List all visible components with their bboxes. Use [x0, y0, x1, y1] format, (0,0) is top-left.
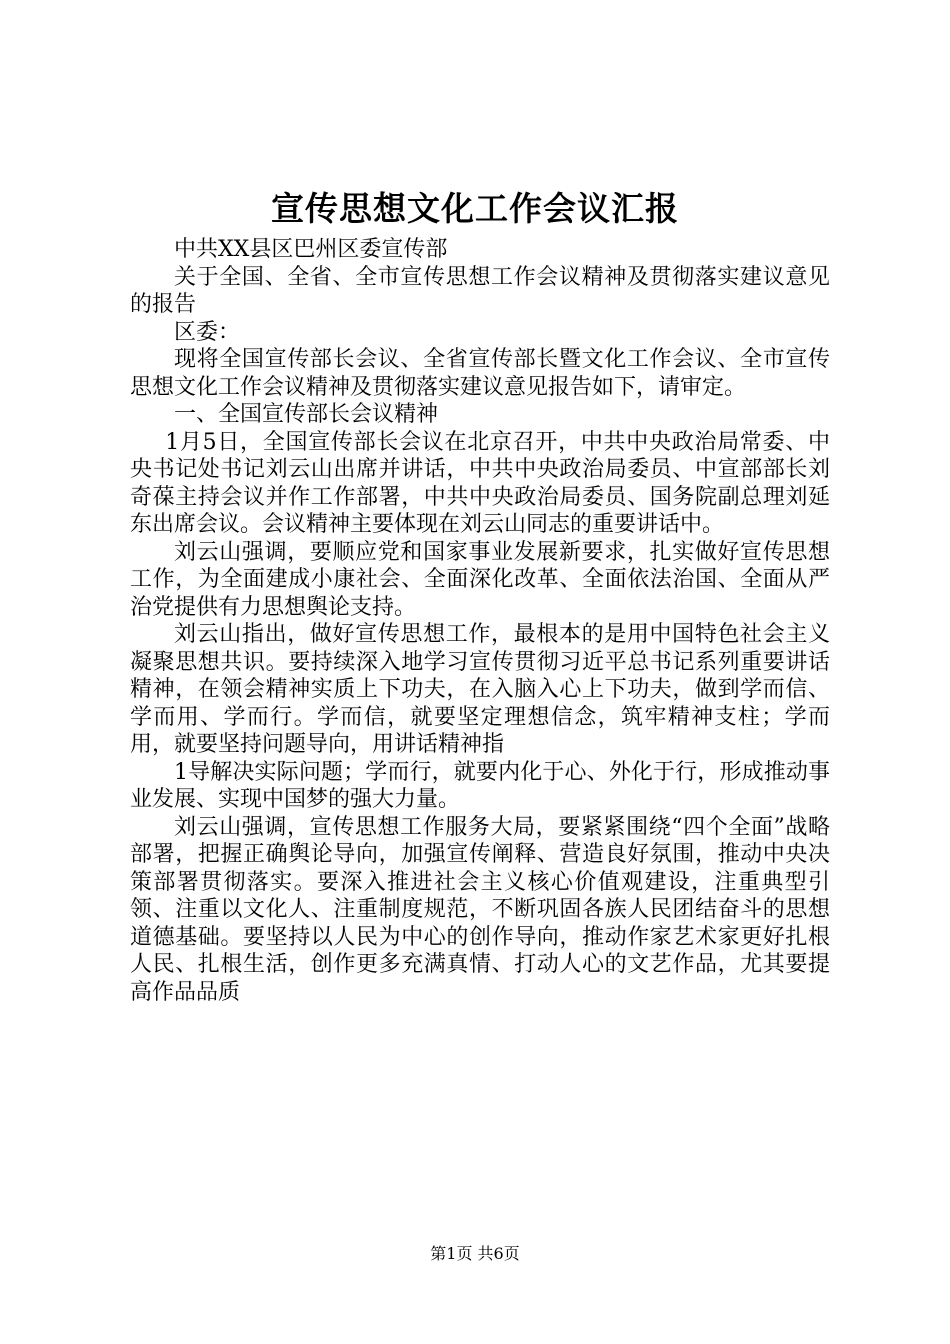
paragraph-meeting-summary: 1月5日，全国宣传部长会议在北京召开，中共中央政治局常委、中央书记处书记刘云山出席并讲话，中共中央政治局委员、中宣部部长刘奇葆主持会议并作工作部署，中共中央政治局委员、国务院副总理刘延东出席会议。会议精神主要体现在刘云山同志的重要讲话中。	[130, 429, 830, 537]
section-heading-1: 一、全国宣传部长会议精神	[174, 402, 439, 427]
paragraph-emphasis-4: 刘云山强调，宣传思想工作服务大局，要紧紧围绕“四个全面”战略部署，把握正确舆论导向，加强宣传阐释、营造良好氛围，推动中央决策部署贯彻落实。要深入推进社会主义核心价值观建设，注重典型引领、注重以文化人、注重制度规范，不断巩固各族人民团结奋斗的思想道德基础。要坚持以人民为中心的创作导向，推动作家艺术家更好扎根人民、扎根生活，创作更多充满真情、打动人心的文艺作品，尤其要提高作品品质	[130, 814, 830, 1005]
paragraph-report-subject: 关于全国、全省、全市宣传思想工作会议精神及贯彻落实建议意见的报告	[130, 264, 830, 317]
paragraph-emphasis-3: 1导解决实际问题；学而行，就要内化于心、外化于行，形成推动事业发展、实现中国梦的强大力量。	[130, 759, 830, 812]
paragraph-emphasis-1: 刘云山强调，要顺应党和国家事业发展新要求，扎实做好宣传思想工作，为全面建成小康社会、全面深化改革、全面依法治国、全面从严治党提供有力思想舆论支持。	[130, 539, 830, 620]
document-title: 宣传思想文化工作会议汇报	[271, 189, 679, 228]
page-number-footer: 第1页 共6页	[430, 1244, 520, 1263]
document-body	[130, 236, 830, 1006]
paragraph-department: 中共XX县区巴州区委宣传部	[174, 237, 448, 262]
paragraph-intro: 现将全国宣传部长会议、全省宣传部长暨文化工作会议、全市宣传思想文化工作会议精神及贯彻落实建议意见报告如下，请审定。	[130, 347, 830, 400]
paragraph-salutation: 区委：	[174, 319, 241, 345]
paragraph-emphasis-2: 刘云山指出，做好宣传思想工作，最根本的是用中国特色社会主义凝聚思想共识。要持续深入地学习宣传贯彻习近平总书记系列重要讲话精神，在领会精神实质上下功夫，在入脑入心上下功夫，做到学而信、学而用、学而行。学而信，就要坚定理想信念，筑牢精神支柱；学而用，就要坚持问题导向，用讲话精神指	[130, 622, 830, 757]
